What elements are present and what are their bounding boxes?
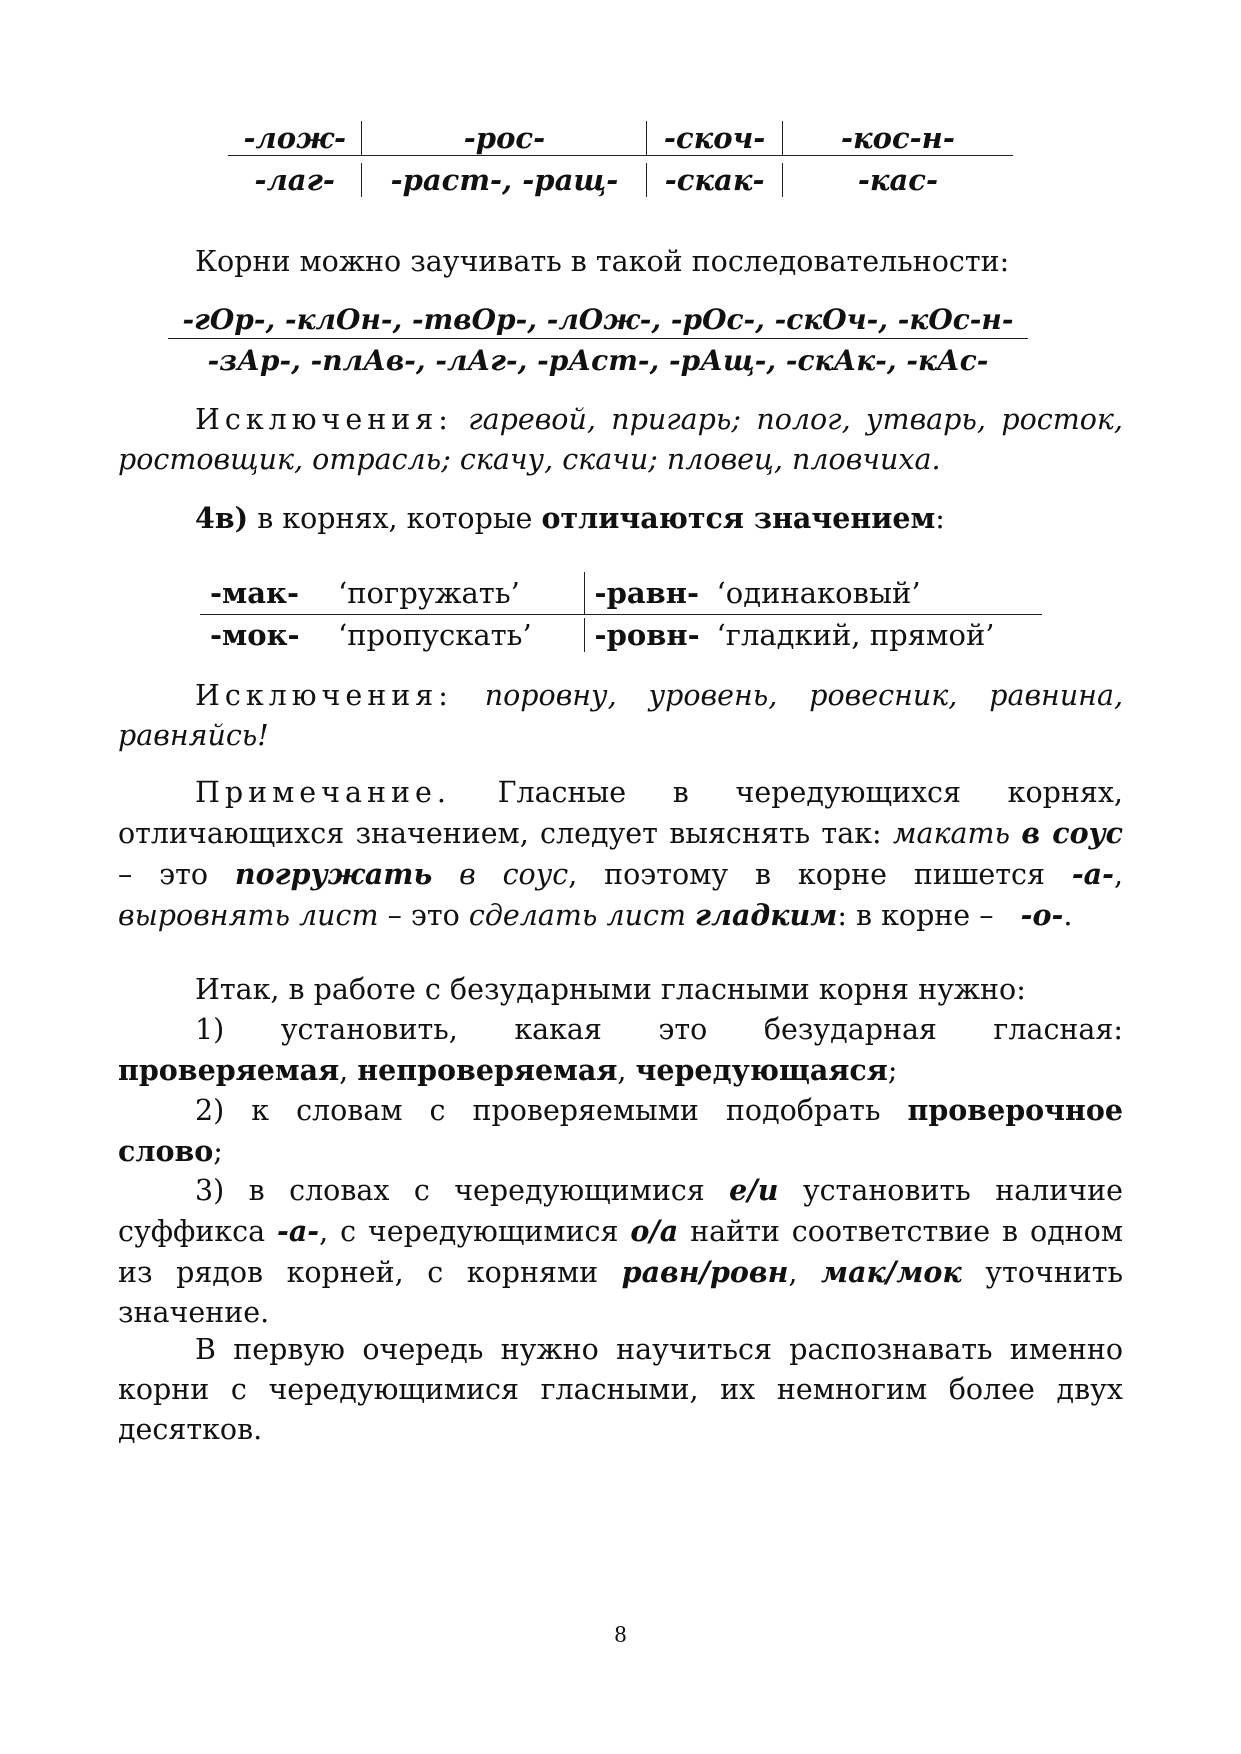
exceptions-paragraph-1 (118, 400, 1123, 480)
step-bold: -а- (277, 1214, 320, 1248)
step-bold: проверяемая (118, 1053, 340, 1087)
meaning: ‘одинаковый’ (716, 575, 921, 610)
point-colon: : (935, 502, 945, 535)
table-cell: -скак- (646, 163, 781, 197)
meaning-roots-table (200, 572, 1042, 656)
exceptions-paragraph-2 (118, 676, 1123, 756)
note-example-bold: в соус (1021, 816, 1123, 850)
step-text: ; (213, 1135, 223, 1168)
table-half (200, 618, 584, 652)
note-text: , поэтому в корне пишется (568, 858, 1045, 891)
step-text: , с чередующимися (319, 1215, 619, 1248)
note-text: : в корне – (837, 899, 994, 932)
roots-sequence-line-1: -гОр-, -клОн-, -твОр-, -лОж-, -рОс-, -скОч-, -кОс-н- (168, 303, 1028, 339)
step-text: , (617, 1054, 627, 1087)
exceptions-label: Исключения: (195, 403, 453, 436)
table-row (200, 572, 1042, 614)
root: -мак- (210, 575, 299, 610)
exceptions-list: гаревой, пригарь; полог, утварь, росток, ростовщик, отрасль; скачу, скачи; пловец, пловчиха. (118, 403, 1123, 476)
step-bold: мак/мок (821, 1255, 962, 1289)
step-text: найти соответствие в одном из рядов корней, с корнями (118, 1215, 1123, 1289)
table-cell: -лаг- (254, 163, 335, 197)
step-bold: равн/ровн (621, 1255, 789, 1289)
note-example-bold: -о- (1020, 898, 1064, 932)
table-cell: -кас- (782, 163, 1013, 197)
table-cell: -скоч- (646, 121, 781, 156)
intro-paragraph: Корни можно заучивать в такой последовательности: (195, 245, 1010, 278)
table-cell: -лож- (228, 121, 361, 156)
exceptions-list: поровну, уровень, ровесник, равнина, равняйсь! (118, 679, 1124, 752)
note-paragraph (118, 773, 1123, 936)
note-text: – это (118, 858, 209, 891)
note-example: в соус (459, 858, 569, 891)
meaning: ‘пропускать’ (338, 618, 532, 652)
note-text: – это (387, 899, 460, 932)
step-bold: чередующаяся (635, 1053, 888, 1087)
root: -равн- (594, 575, 700, 610)
final-paragraph: В первую очередь нужно научиться распознавать именно корни с чередующимися гласными, их немногим более двух десятков. (118, 1333, 1123, 1446)
point-4v-paragraph (118, 498, 1123, 539)
alternating-roots-table (228, 118, 1013, 201)
note-label: Примечание. (195, 776, 451, 809)
step-text: , (339, 1054, 349, 1087)
step-bold: проверочное слово (118, 1093, 1124, 1168)
note-text: . (1063, 899, 1073, 932)
step-bold: е/и (729, 1173, 779, 1207)
point-text: в корнях, которые (257, 502, 533, 535)
note-example: сделать лист (468, 899, 686, 932)
meaning: ‘гладкий, прямой’ (716, 618, 995, 652)
table-half (200, 572, 584, 615)
step-bold: непроверяемая (357, 1053, 618, 1087)
summary-step-1 (118, 1010, 1123, 1091)
step-text: установить наличие суффикса (118, 1174, 1123, 1248)
note-text: , (1113, 858, 1123, 891)
summary-intro: Итак, в работе с безударными гласными корня нужно: (195, 973, 1026, 1006)
table-cell: -рос- (361, 121, 646, 156)
step-text: ; (887, 1054, 898, 1087)
root: -ровн- (594, 618, 700, 652)
point-bold-text: отличаются значением (541, 501, 936, 535)
page-number: 8 (614, 1622, 627, 1648)
table-row (228, 159, 1013, 201)
roots-sequence-line-2: -зАр-, -плАв-, -лАг-, -рАст-, -рАщ-, -скАк-, -кАс- (207, 344, 989, 377)
table-half (584, 618, 1042, 652)
note-example-bold: -а- (1071, 857, 1114, 891)
note-text: Гласные в чередующихся корнях, отличающихся значением, следует выяснять так: (118, 776, 1123, 850)
table-row (228, 118, 1013, 159)
meaning: ‘погружать’ (338, 575, 520, 610)
note-example-bold: гладким (695, 898, 838, 932)
step-text: 1) установить, какая это безударная гласная: (195, 1013, 1123, 1046)
table-half (584, 572, 1042, 615)
note-example: выровнять лист (118, 899, 379, 932)
root: -мок- (210, 618, 300, 652)
table-cell: -раст-, -ращ- (361, 163, 646, 197)
summary-step-3 (118, 1170, 1123, 1333)
step-text: 3) в словах с чередующимися (195, 1174, 705, 1207)
summary-step-2 (118, 1090, 1123, 1172)
point-label: 4в) (195, 501, 249, 535)
step-text: уточнить значение. (118, 1256, 1124, 1329)
note-example-bold: погружать (234, 857, 433, 891)
exceptions-label: Исключения: (195, 679, 453, 712)
step-text: , (788, 1256, 798, 1289)
note-example: макать (892, 817, 1011, 850)
table-cell: -кос-н- (782, 121, 1013, 156)
step-text: 2) к словам с проверяемыми подобрать (195, 1094, 881, 1127)
step-bold: о/а (630, 1214, 679, 1248)
table-row (200, 614, 1042, 656)
